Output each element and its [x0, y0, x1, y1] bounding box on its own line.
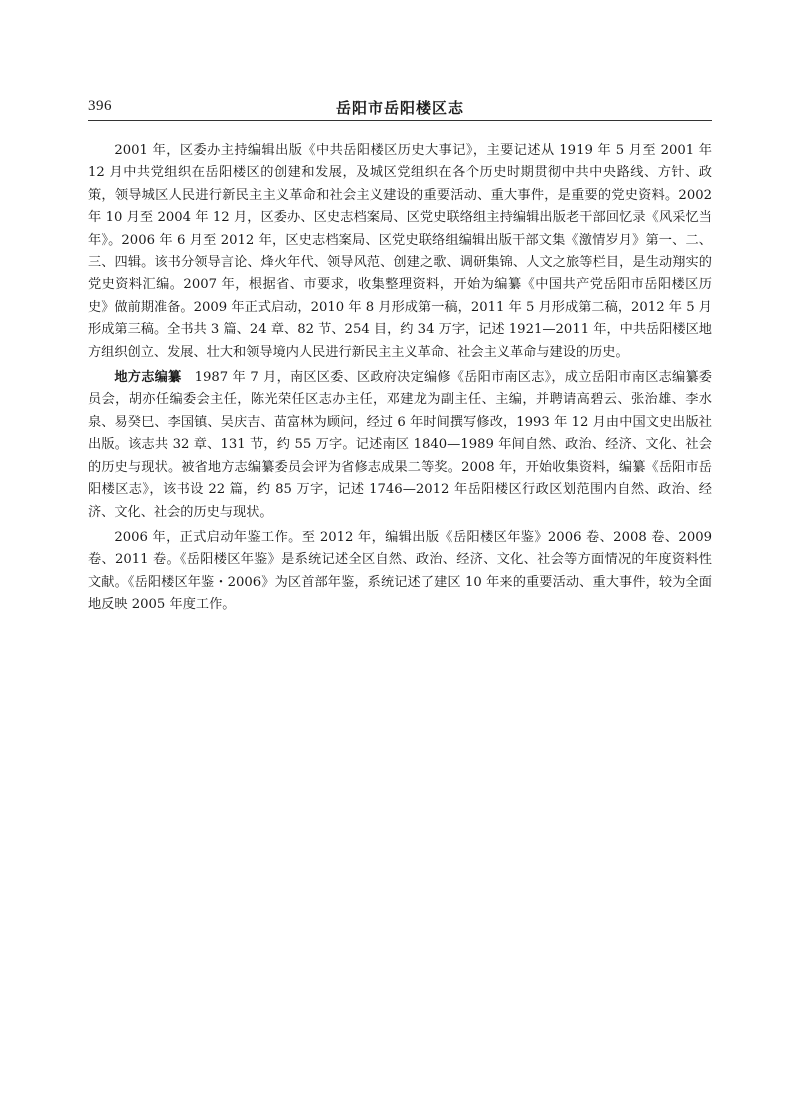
header-rule	[88, 120, 712, 121]
body-text	[88, 140, 712, 620]
section-lead-heading: 地方志编纂	[114, 370, 182, 386]
paragraph-text: 2001 年，区委办主持编辑出版《中共岳阳楼区历史大事记》，主要记述从 1919 年 5 月至 2001 年 12 月中共党组织在岳阳楼区的创建和发展，及城区党组织在各个历史时期贯彻中共中央路线、方针、政策，领导城区人民进行新民主主义革命和社会主义建设的重要活动、重大事件，是重要的党史资料。2002 年 10 月至 2004 年 12 月，区委办、区史志档案局、区党史联络组主持编辑出版老干部回忆录《风采忆当年》。2006 年 6 月至 2012 年，区史志档案局、区党史联络组编辑出版干部文集《激情岁月》第一、二、三、四辑。该书分领导言论、烽火年代、领导风范、创建之歌、调研集锦、人文之旅等栏目，是生动翔实的党史资料汇编。2007 年，根据省、市要求，收集整理资料，开始为编纂《中国共产党岳阳市岳阳楼区历史》做前期准备。2009 年正式启动，2010 年 8 月形成第一稿，2011 年 5 月形成第二稿，2012 年 5 月形成第三稿。全书共 3 篇、24 章、82 节、254 目，约 34 万字，记述 1921—2011 年，中共岳阳楼区地方组织创立、发展、壮大和领导境内人民进行新民主主义革命、社会主义革命与建设的历史。	[88, 143, 712, 360]
page-header	[88, 94, 712, 122]
paragraph-yearbook	[88, 527, 712, 617]
paragraph-text: 2006 年，正式启动年鉴工作。至 2012 年，编辑出版《岳阳楼区年鉴》2006 卷、2008 卷、2009 卷、2011 卷。《岳阳楼区年鉴》是系统记述全区自然、政治、经济、文化、社会等方面情况的年度资料性文献。《岳阳楼区年鉴・2006》为区首部年鉴，系统记述了建区 10 年来的重要活动、重大事件，较为全面地反映 2005 年度工作。	[88, 529, 712, 613]
page-number: 396	[88, 98, 112, 114]
paragraph-local-chronicles	[88, 367, 712, 524]
paragraph-party-history	[88, 140, 712, 364]
running-title: 岳阳市岳阳楼区志	[335, 99, 464, 117]
paragraph-text: 1987 年 7 月，南区区委、区政府决定编修《岳阳市南区志》，成立岳阳市南区志编纂委员会，胡亦任编委会主任，陈光荣任区志办主任，邓建龙为副主任、主编，并聘请高碧云、张治雄、李水泉、易癸巳、李国镇、吴庆吉、苗富林为顾问，经过 6 年时间撰写修改，1993 年 12 月由中国文史出版社出版。该志共 32 章、131 节，约 55 万字。记述南区 1840—1989 年间自然、政治、经济、文化、社会的历史与现状。被省地方志编纂委员会评为省修志成果二等奖。2008 年，开始收集资料，编纂《岳阳市岳阳楼区志》，该书设 22 篇，约 85 万字，记述 1746—2012 年岳阳楼区行政区划范围内自然、政治、经济、文化、社会的历史与现状。	[88, 370, 712, 520]
